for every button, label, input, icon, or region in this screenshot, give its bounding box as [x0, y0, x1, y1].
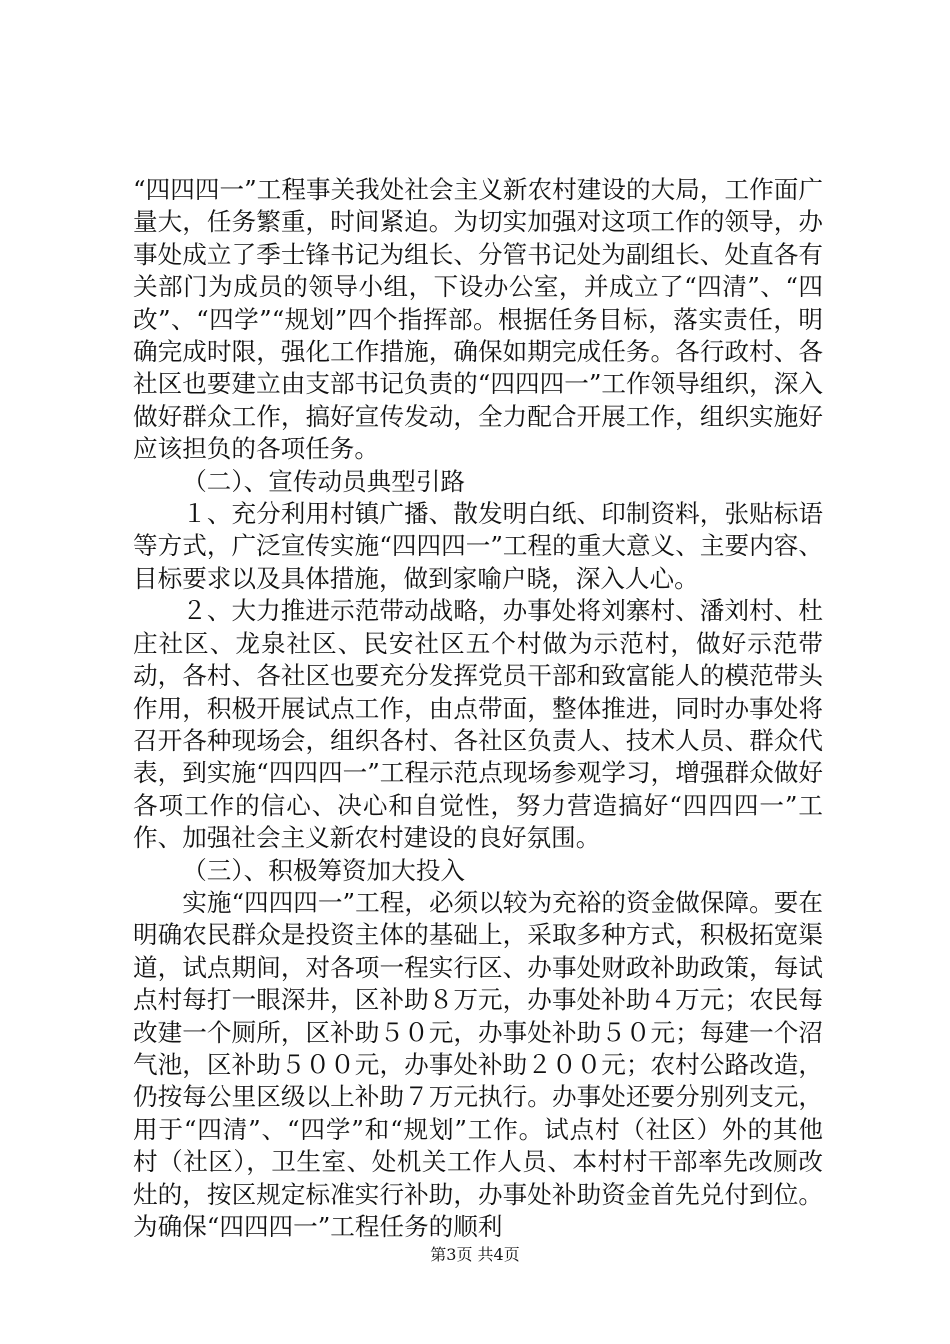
paragraph-funding: 实施“四四四一”工程，必须以较为充裕的资金做保障。要在明确农民群众是投资主体的基础上，采取多种方式，积极拓宽渠道，试点期间，对各项一程实行区、办事处财政补助政策，每试点村每打一眼深井，区补助８万元，办事处补助４万元；农民每改建一个厕所，区补助５０元，办事处补助５０元；每建一个沼气池，区补助５００元，办事处补助２００元；农村公路改造，仍按每公里区级以上补助７万元执行。办事处还要分别列支元，用于“四清”、“四学”和“规划”工作。试点村（社区）外的其他村（社区），卫生室、处机关工作人员、本村村干部率先改厕改灶的，按区规定标准实行补助，办事处补助资金首先兑付到位。为确保“四四四一”工程任务的顺利 — [133, 887, 823, 1241]
paragraph-leadership: “四四四一”工程事关我处社会主义新农村建设的大局，工作面广量大，任务繁重，时间紧迫。为切实加强对这项工作的领导，办事处成立了季士锋书记为组长、分管书记处为副组长、处直各有关部门为成员的领导小组，下设办公室，并成立了“四清”、“四改”、“四学”“规划”四个指挥部。根据任务目标，落实责任，明确完成时限，强化工作措施，确保如期完成任务。各行政村、各社区也要建立由支部书记负责的“四四四一”工作领导组织，深入做好群众工作，搞好宣传发动，全力配合开展工作，组织实施好应该担负的各项任务。 — [133, 175, 823, 464]
document-body — [133, 174, 823, 1243]
section-heading-publicity: （二）、宣传动员典型引路 — [182, 466, 466, 496]
section-heading-funding: （三）、积极筹资加大投入 — [182, 855, 466, 885]
paragraph-publicity-2: ２、大力推进示范带动战略，办事处将刘寨村、潘刘村、杜庄社区、龙泉社区、民安社区五个村做为示范村，做好示范带动，各村、各社区也要充分发挥党员干部和致富能人的模范带头作用，积极开展试点工作，由点带面，整体推进，同时办事处将召开各种现场会，组织各村、各社区负责人、技术人员、群众代表，到实施“四四四一”工程示范点现场参观学习，增强群众做好各项工作的信心、决心和自觉性，努力营造搞好“四四四一”工作、加强社会主义新农村建设的良好氛围。 — [133, 596, 823, 853]
paragraph-publicity-1: １、充分利用村镇广播、散发明白纸、印制资料，张贴标语等方式，广泛宣传实施“四四四一”工程的重大意义、主要内容、目标要求以及具体措施，做到家喻户晓，深入人心。 — [133, 499, 823, 593]
page-number-footer: 第3页 共4页 — [430, 1245, 520, 1264]
